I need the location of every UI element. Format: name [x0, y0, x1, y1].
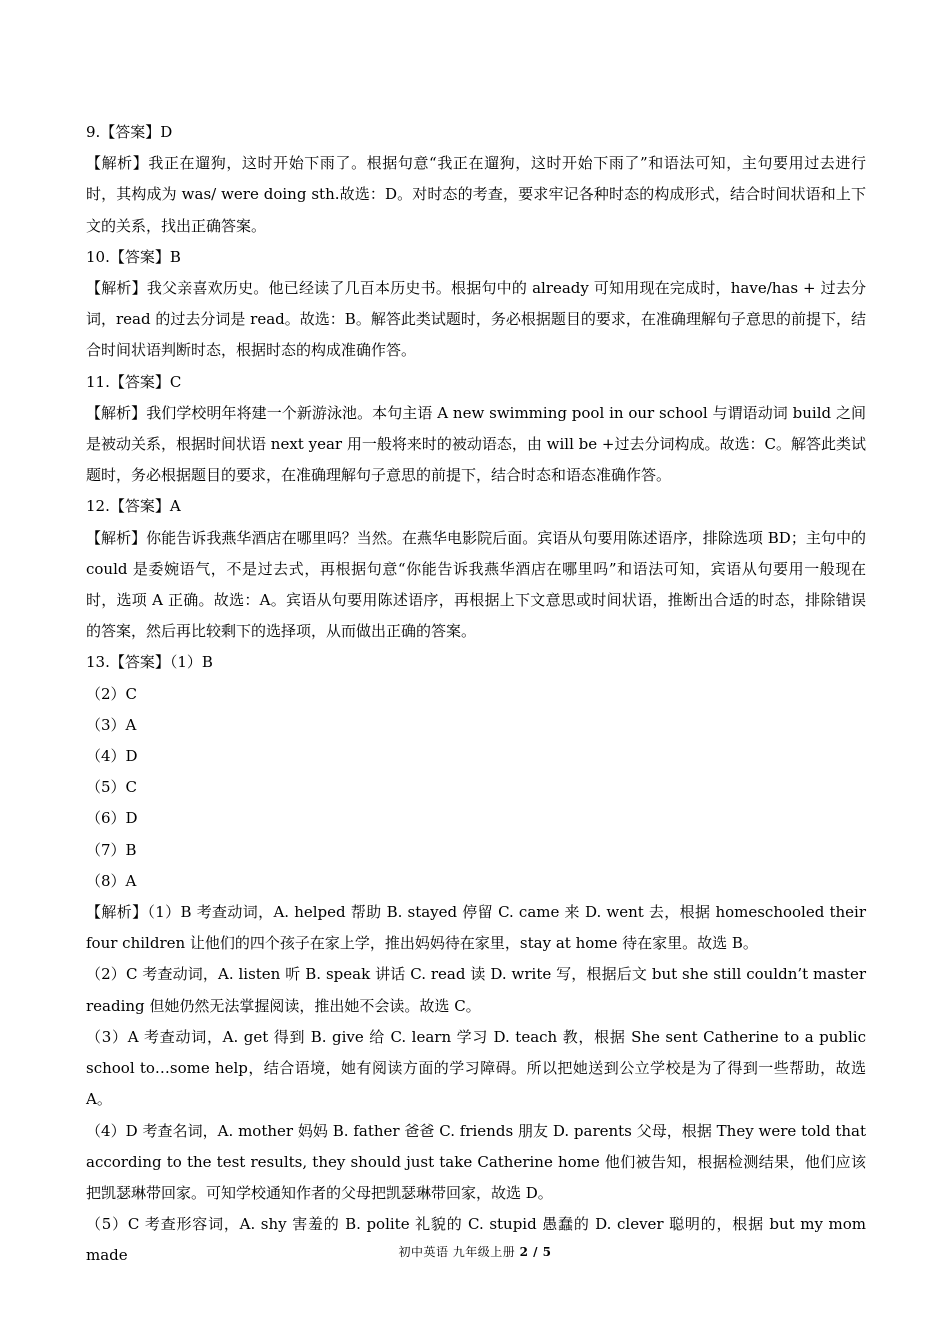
q13-analysis-2: （2）C 考查动词，A. listen 听 B. speak 讲话 C. read 读 D. write 写，根据后文 but she still couldn’t master reading 但她仍然无法掌握阅读，推出她不会读。故选 C。	[86, 965, 866, 1015]
q11-answer: 11.【答案】C	[86, 372, 182, 391]
q13-sub-answer: （5）C	[86, 778, 138, 797]
q13-sub-answer: （8）A	[86, 871, 137, 890]
q9-answer: 9.【答案】D	[86, 123, 173, 141]
q13-sub-answer: （4）D	[86, 747, 138, 766]
page-footer	[0, 1243, 950, 1260]
q13-analysis-5: （5）C 考查形容词，A. shy 害羞的 B. polite 礼貌的 C. stupid 愚蠢的 D. clever 聪明的，根据 but my mom made	[86, 1215, 866, 1265]
q10-analysis: 【解析】我父亲喜欢历史。他已经读了几百本历史书。根据句中的 already 可知用现在完成时，have/has + 过去分词，read 的过去分词是 read。故选：B。解答此类试题时，务必根据题目的要求，在准确理解句子意思的前提下，结合时间状语判断时态，根据时态的构成准确作答。	[86, 279, 866, 360]
q13-analysis-4: （4）D 考查名词，A. mother 妈妈 B. father 爸爸 C. friends 朋友 D. parents 父母，根据 They were told that according to the test results, they should just take Catherine home 他们被告知，根据检测结果，他们应该把凯瑟琳带回家。可知学校通知作者的父母把凯瑟琳带回家，故选 D。	[86, 1121, 866, 1202]
q9-analysis: 【解析】我正在遛狗，这时开始下雨了。根据句意“我正在遛狗，这时开始下雨了”和语法可知，主句要用过去进行时，其构成为 was/ were doing sth.故选：D。对时态的考查，要求牢记各种时态的构成形式，结合时间状语和上下文的关系，找出正确答案。	[86, 154, 866, 235]
q11-analysis: 【解析】我们学校明年将建一个新游泳池。本句主语 A new swimming pool in our school 与谓语动词 build 之间是被动关系，根据时间状语 next year 用一般将来时的被动语态，由 will be +过去分词构成。故选：C。解答此类试题时，务必根据题目的要求，在准确理解句子意思的前提下，结合时态和语态准确作答。	[86, 403, 866, 485]
q13-sub-answer: （3）A	[86, 715, 137, 734]
q13-answer: 13.【答案】（1）B	[86, 653, 213, 672]
page-number: 2 / 5	[519, 1245, 552, 1259]
q13-sub-answer: （7）B	[86, 840, 137, 859]
q13-sub-answer: （6）D	[86, 809, 138, 828]
q10-answer: 10.【答案】B	[86, 247, 181, 266]
q12-answer: 12.【答案】A	[86, 497, 181, 516]
q13-sub-answer: （2）C	[86, 684, 138, 703]
q13-analysis-3: （3）A 考查动词，A. get 得到 B. give 给 C. learn 学习 D. teach 教，根据 She sent Catherine to a public school to…some help，结合语境，她有阅读方面的学习障碍。所以把她送到公立学校是为了得到一些帮助，故选 A。	[86, 1027, 866, 1109]
q13-analysis-1: 【解析】（1）B 考查动词，A. helped 帮助 B. stayed 停留 C. came 来 D. went 去，根据 homeschooled their four children 让他们的四个孩子在家上学，推出妈妈待在家里，stay at home 待在家里。故选 B。	[86, 903, 866, 953]
answer-content	[86, 117, 866, 1272]
footer-label: 初中英语 九年级上册	[398, 1245, 520, 1259]
q12-analysis: 【解析】你能告诉我燕华酒店在哪里吗？当然。在燕华电影院后面。宾语从句要用陈述语序，排除选项 BD；主句中的 could 是委婉语气，不是过去式，再根据句意“你能告诉我燕华酒店在哪里吗”和语法可知，宾语从句要用一般现在时，选项 A 正确。故选：A。宾语从句要用陈述语序，再根据上下文意思或时间状语，推断出合适的时态，排除错误的答案，然后再比较剩下的选择项，从而做出正确的答案。	[86, 528, 866, 641]
